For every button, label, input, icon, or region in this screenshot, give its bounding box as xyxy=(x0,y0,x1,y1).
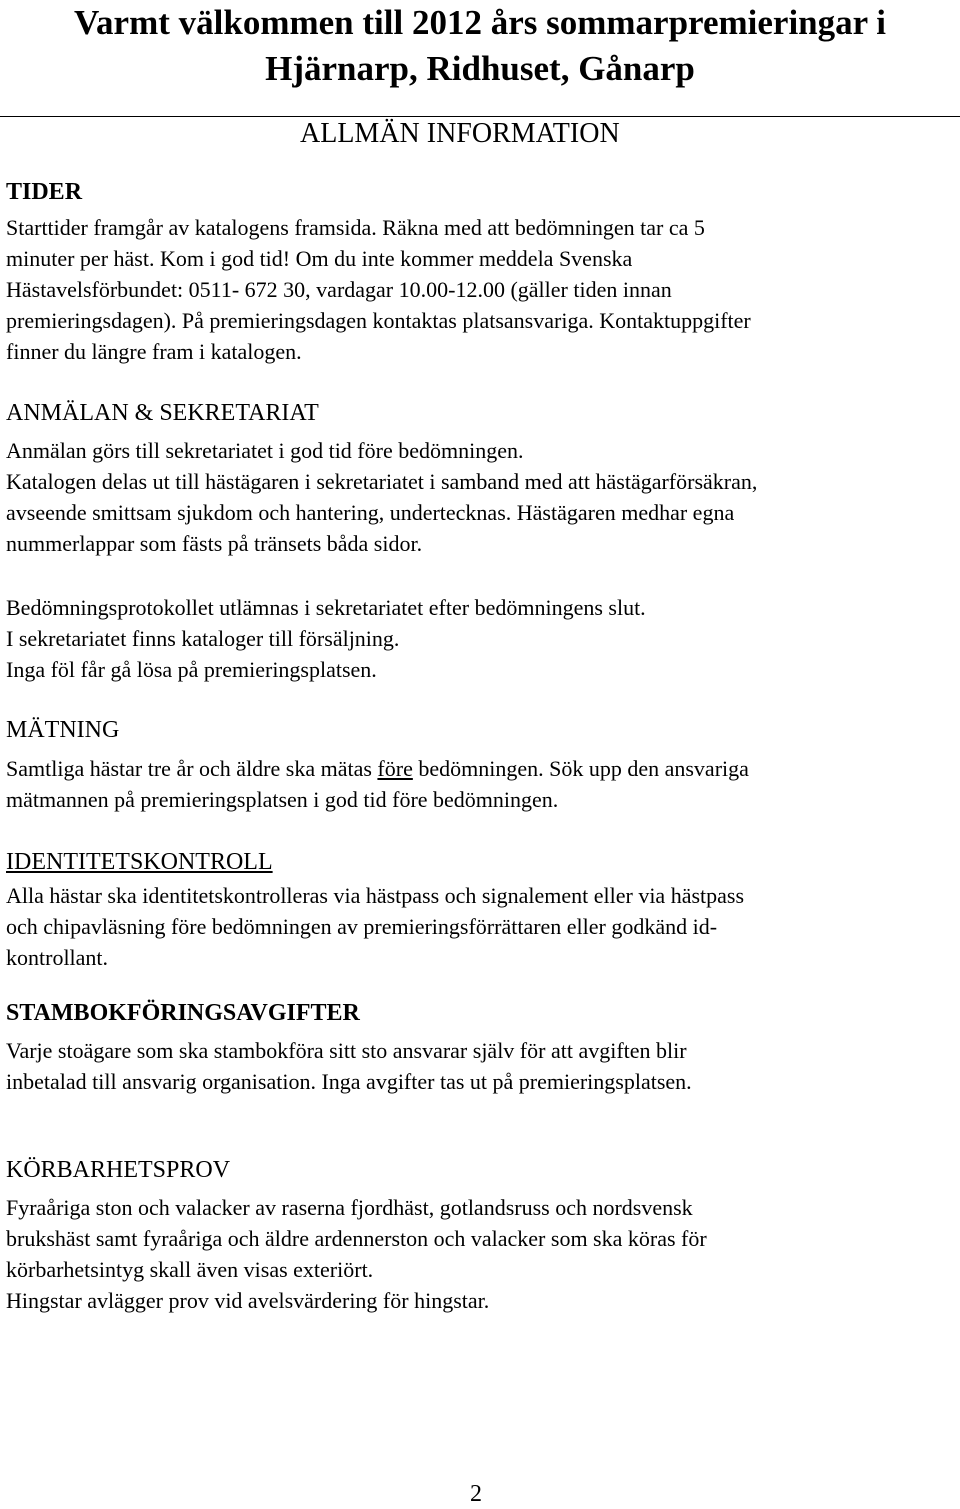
section-subtitle: ALLMÄN INFORMATION xyxy=(300,118,620,149)
korbarhet-line: Hingstar avlägger prov vid avelsvärdering för hingstar. xyxy=(6,1288,490,1313)
section-anmalan xyxy=(6,398,951,685)
korbarhet-line: brukshäst samt fyraåriga och äldre ardennerston och valacker som ska köras för xyxy=(6,1226,707,1251)
title-line-1: Varmt välkommen till 2012 års sommarpremieringar i xyxy=(73,3,887,42)
identitet-line: kontrollant. xyxy=(6,945,109,970)
tider-line: minuter per häst. Kom i god tid! Om du inte kommer meddela Svenska xyxy=(6,246,633,271)
matning-line xyxy=(6,753,951,784)
heading-korbarhet: KÖRBARHETSPROV xyxy=(6,1157,231,1183)
anmalan-line: nummerlappar som fästs på tränsets båda sidor. xyxy=(6,531,423,556)
section-stambok xyxy=(6,998,951,1097)
anmalan-line: avseende smittsam sjukdom och hantering, undertecknas. Hästägaren medhar egna xyxy=(6,500,735,525)
matning-text: bedömningen. Sök upp den ansvariga xyxy=(412,756,749,781)
heading-identitet: IDENTITETSKONTROLL xyxy=(6,849,273,875)
anmalan-line: Bedömningsprotokollet utlämnas i sekretariatet efter bedömningens slut. xyxy=(6,595,646,620)
page-title xyxy=(0,0,960,92)
heading-stambok: STAMBOKFÖRINGSAVGIFTER xyxy=(6,1000,360,1026)
heading-matning: MÄTNING xyxy=(6,717,120,743)
stambok-line: inbetalad till ansvarig organisation. Inga avgifter tas ut på premieringsplatsen. xyxy=(6,1069,692,1094)
tider-line: Starttider framgår av katalogens framsida. Räkna med att bedömningen tar ca 5 xyxy=(6,215,705,240)
matning-line: mätmannen på premieringsplatsen i god tid före bedömningen. xyxy=(6,787,559,812)
section-matning xyxy=(6,715,951,815)
section-identitet xyxy=(6,847,951,973)
matning-emphasis: före xyxy=(377,756,413,781)
page-number: 2 xyxy=(470,1481,482,1507)
korbarhet-line: Fyraåriga ston och valacker av raserna fjordhäst, gotlandsruss och nordsvensk xyxy=(6,1195,693,1220)
heading-anmalan: ANMÄLAN & SEKRETARIAT xyxy=(6,400,319,426)
heading-tider: TIDER xyxy=(6,179,83,205)
identitet-line: Alla hästar ska identitetskontrolleras via hästpass och signalement eller via hästpass xyxy=(6,883,745,908)
section-tider xyxy=(6,177,951,367)
tider-line: premieringsdagen). På premieringsdagen kontaktas platsansvariga. Kontaktuppgifter xyxy=(6,308,751,333)
title-line-2: Hjärnarp, Ridhuset, Gånarp xyxy=(265,49,695,88)
identitet-line: och chipavläsning före bedömningen av premieringsförrättaren eller godkänd id- xyxy=(6,914,718,939)
stambok-line: Varje stoägare som ska stambokföra sitt sto ansvarar själv för att avgiften blir xyxy=(6,1038,687,1063)
anmalan-line: Katalogen delas ut till hästägaren i sekretariatet i samband med att hästägarförsäkran, xyxy=(6,469,758,494)
anmalan-line: Inga föl får gå lösa på premieringsplatsen. xyxy=(6,657,377,682)
tider-line: finner du längre fram i katalogen. xyxy=(6,339,302,364)
korbarhet-line: körbarhetsintyg skall även visas exteriört. xyxy=(6,1257,374,1282)
anmalan-line: I sekretariatet finns kataloger till försäljning. xyxy=(6,626,400,651)
anmalan-line: Anmälan görs till sekretariatet i god tid före bedömningen. xyxy=(6,438,524,463)
matning-text: Samtliga hästar tre år och äldre ska mätas xyxy=(6,756,378,781)
tider-line: Hästavelsförbundet: 0511- 672 30, vardagar 10.00-12.00 (gäller tiden innan xyxy=(6,277,672,302)
section-korbarhet xyxy=(6,1155,951,1316)
